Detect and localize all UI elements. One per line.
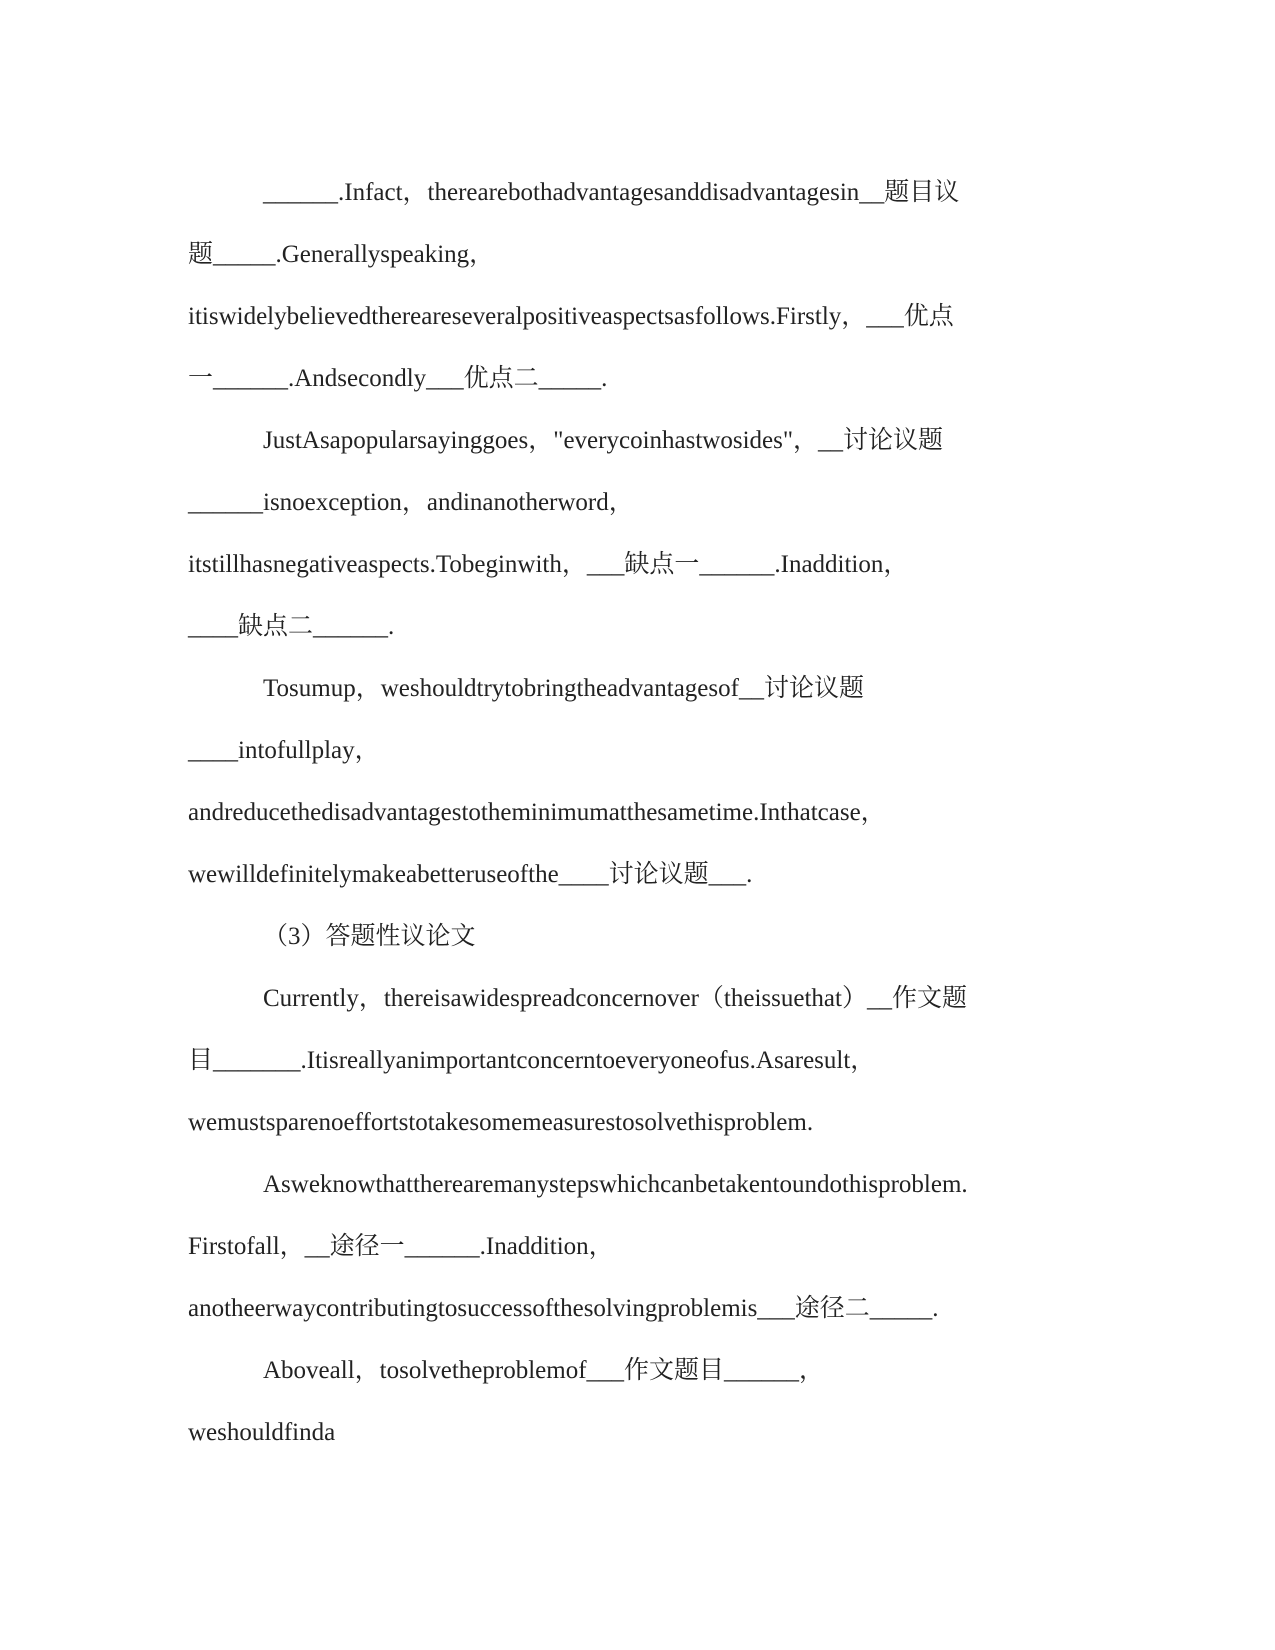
text-line: wemustsparenoeffortstotakesomemeasurestosolvethisproblem. <box>188 1109 814 1136</box>
text-line: JustAsapopularsayinggoes，"everycoinhastwosides"，__讨论议题 <box>263 427 944 454</box>
text-line: weshouldfinda <box>188 1419 336 1446</box>
text-line: itstillhasnegativeaspects.Tobeginwith，___缺点一______.Inaddition， <box>188 551 909 578</box>
text-line: ______.Infact，therearebothadvantagesanddisadvantagesin__题目议 <box>263 179 960 206</box>
text-line: wewilldefinitelymakeabetteruseofthe____讨论议题___. <box>188 861 753 888</box>
text-line: Asweknowthattherearemanystepswhichcanbetakentoundothisproblem. <box>263 1171 968 1198</box>
text-line: anotheerwaycontributingtosuccessofthesolvingproblemis___途径二_____. <box>188 1295 939 1322</box>
text-line: itiswidelybelievedthereareseveralpositiveaspectsasfollows.Firstly，___优点 <box>188 303 954 330</box>
text-line: Firstofall，__途径一______.Inaddition， <box>188 1233 614 1260</box>
text-line: 目_______.Itisreallyanimportantconcerntoeveryoneofus.Asaresult， <box>188 1047 876 1074</box>
text-line: ______isnoexception，andinanotherword， <box>188 489 634 516</box>
text-line: ____缺点二______. <box>188 613 395 640</box>
section-heading: （3）答题性议论文 <box>263 923 476 950</box>
text-line: Tosumup，weshouldtrytobringtheadvantagesof__讨论议题 <box>263 675 864 702</box>
text-line: Currently，thereisawidespreadconcernover（theissuethat）__作文题 <box>263 985 967 1012</box>
document-body <box>188 162 1088 1464</box>
text-line: Aboveall，tosolvetheproblemof___作文题目______， <box>263 1357 825 1384</box>
text-line: 题_____.Generallyspeaking， <box>188 241 495 268</box>
text-line: 一______.Andsecondly___优点二_____. <box>188 365 608 392</box>
text-line: ____intofullplay， <box>188 737 380 764</box>
text-line: andreducethedisadvantagestotheminimumatthesametime.Inthatcase， <box>188 799 886 826</box>
